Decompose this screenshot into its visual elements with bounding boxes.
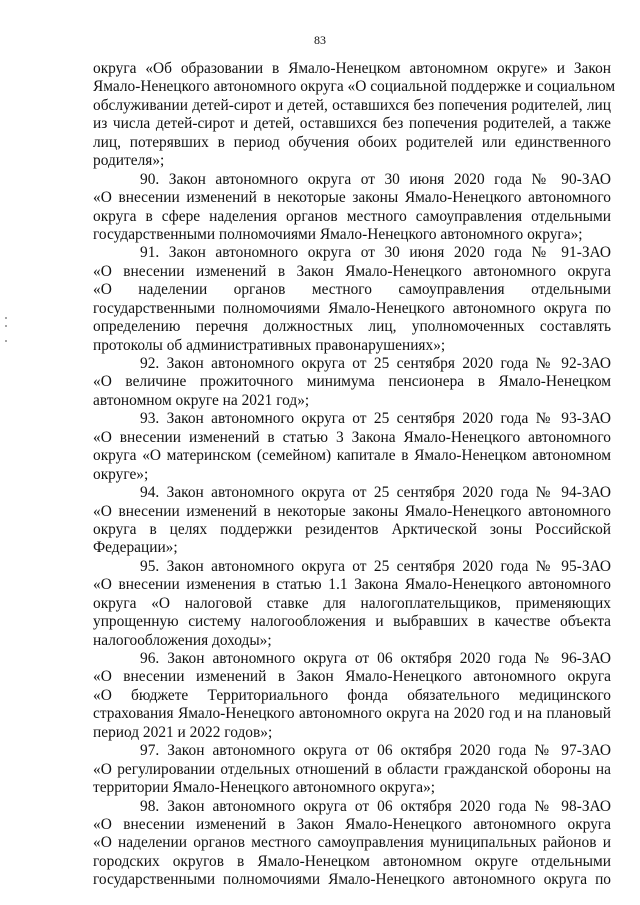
- text-line: 97. Закон автономного округа от 06 октября 2020 года № 97-ЗАО: [140, 742, 611, 760]
- text-line: «О внесении изменений в некоторые законы Ямало-Ненецкого автономного: [93, 189, 611, 207]
- text-line: «О внесении изменений в Закон Ямало-Ненецкого автономного округа: [93, 815, 611, 833]
- text-line: упрощенную систему налогообложения и выбравших в качестве объекта: [93, 613, 611, 631]
- text-line: округа в сфере наделения органов местного самоуправления отдельными: [93, 207, 611, 225]
- text-line: государственными полномочиями Ямало-Ненецкого автономного округа по: [93, 871, 611, 889]
- text-line: округа «Об образовании в Ямало-Ненецком автономном округе» и Закон: [93, 60, 611, 77]
- text-line: «О внесении изменений в статью 3 Закона Ямало-Ненецкого автономного: [93, 428, 611, 446]
- binding-mark: [5, 325, 7, 327]
- text-line: «О внесении изменений в Закон Ямало-Ненецкого автономного округа: [93, 668, 611, 686]
- text-line: налогообложения доходы»;: [93, 631, 272, 649]
- text-line: 91. Закон автономного округа от 30 июня 2020 года № 91-ЗАО: [140, 244, 611, 262]
- text-line: округе»;: [93, 465, 149, 483]
- text-line: родителя»;: [93, 152, 165, 170]
- text-line: городских округов в Ямало-Ненецком автономном округе отдельными: [93, 852, 611, 870]
- text-line: «О внесении изменений в некоторые законы Ямало-Ненецкого автономного: [93, 502, 611, 520]
- document-body: [93, 60, 616, 890]
- text-line: «О внесении изменений в Закон Ямало-Ненецкого автономного округа: [93, 262, 611, 280]
- text-line: 92. Закон автономного округа от 25 сентября 2020 года № 92-ЗАО: [140, 355, 611, 372]
- text-line: 95. Закон автономного округа от 25 сентября 2020 года № 95-ЗАО: [140, 557, 611, 575]
- text-line: 98. Закон автономного округа от 06 октября 2020 года № 98-ЗАО: [140, 797, 611, 815]
- text-line: «О бюджете Территориального фонда обязательного медицинского: [93, 686, 611, 704]
- text-line: обслуживании детей-сирот и детей, оставшихся без попечения родителей, лиц: [93, 96, 611, 114]
- text-line: лиц, потерявших в период обучения обоих родителей или единственного: [93, 133, 611, 151]
- binding-mark: [5, 317, 7, 319]
- text-line: Ямало-Ненецкого автономного округа «О социальной поддержке и социальном: [93, 78, 616, 96]
- text-line: округа «О налоговой ставке для налогоплательщиков, применяющих: [93, 594, 611, 612]
- text-line: 96. Закон автономного округа от 06 октября 2020 года № 96-ЗАО: [140, 650, 611, 667]
- text-line: «О наделении органов местного самоуправления муниципальных районов и: [93, 834, 611, 852]
- text-line: протоколы об административных правонарушениях»;: [93, 336, 446, 354]
- text-line: территории Ямало-Ненецкого автономного округа»;: [93, 779, 436, 797]
- text-line: Федерации»;: [93, 539, 178, 557]
- text-line: страхования Ямало-Ненецкого автономного округа на 2020 год и на плановый: [93, 705, 611, 723]
- text-line: «О регулировании отдельных отношений в области гражданской обороны на: [93, 760, 611, 778]
- text-line: «О величине прожиточного минимума пенсионера в Ямало-Ненецком: [93, 373, 611, 391]
- text-line: округа в целях поддержки резидентов Арктической зоны Российской: [93, 520, 611, 538]
- binding-mark: [5, 340, 7, 342]
- text-line: автономном округе на 2021 год»;: [93, 391, 310, 409]
- text-line: округа «О материнском (семейном) капитале в Ямало-Ненецком автономном: [93, 447, 611, 465]
- text-line: 94. Закон автономного округа от 25 сентября 2020 года № 94-ЗАО: [140, 484, 611, 502]
- text-line: 93. Закон автономного округа от 25 сентября 2020 года № 93-ЗАО: [140, 410, 611, 428]
- text-line: из числа детей-сирот и детей, оставшихся без попечения родителей, а также: [93, 115, 611, 133]
- text-line: «О внесении изменения в статью 1.1 Закона Ямало-Ненецкого автономного: [93, 576, 611, 594]
- text-line: государственными полномочиями Ямало-Ненецкого автономного округа»;: [93, 225, 583, 243]
- page-number: 83: [314, 33, 326, 47]
- text-line: государственными полномочиями Ямало-Ненецкого автономного округа по: [93, 299, 611, 317]
- text-line: определению перечня должностных лиц, уполномоченных составлять: [93, 318, 611, 336]
- text-line: 90. Закон автономного округа от 30 июня 2020 года № 90-ЗАО: [140, 170, 611, 188]
- text-line: период 2021 и 2022 годов»;: [93, 723, 273, 741]
- text-line: «О наделении органов местного самоуправления отдельными: [93, 281, 611, 299]
